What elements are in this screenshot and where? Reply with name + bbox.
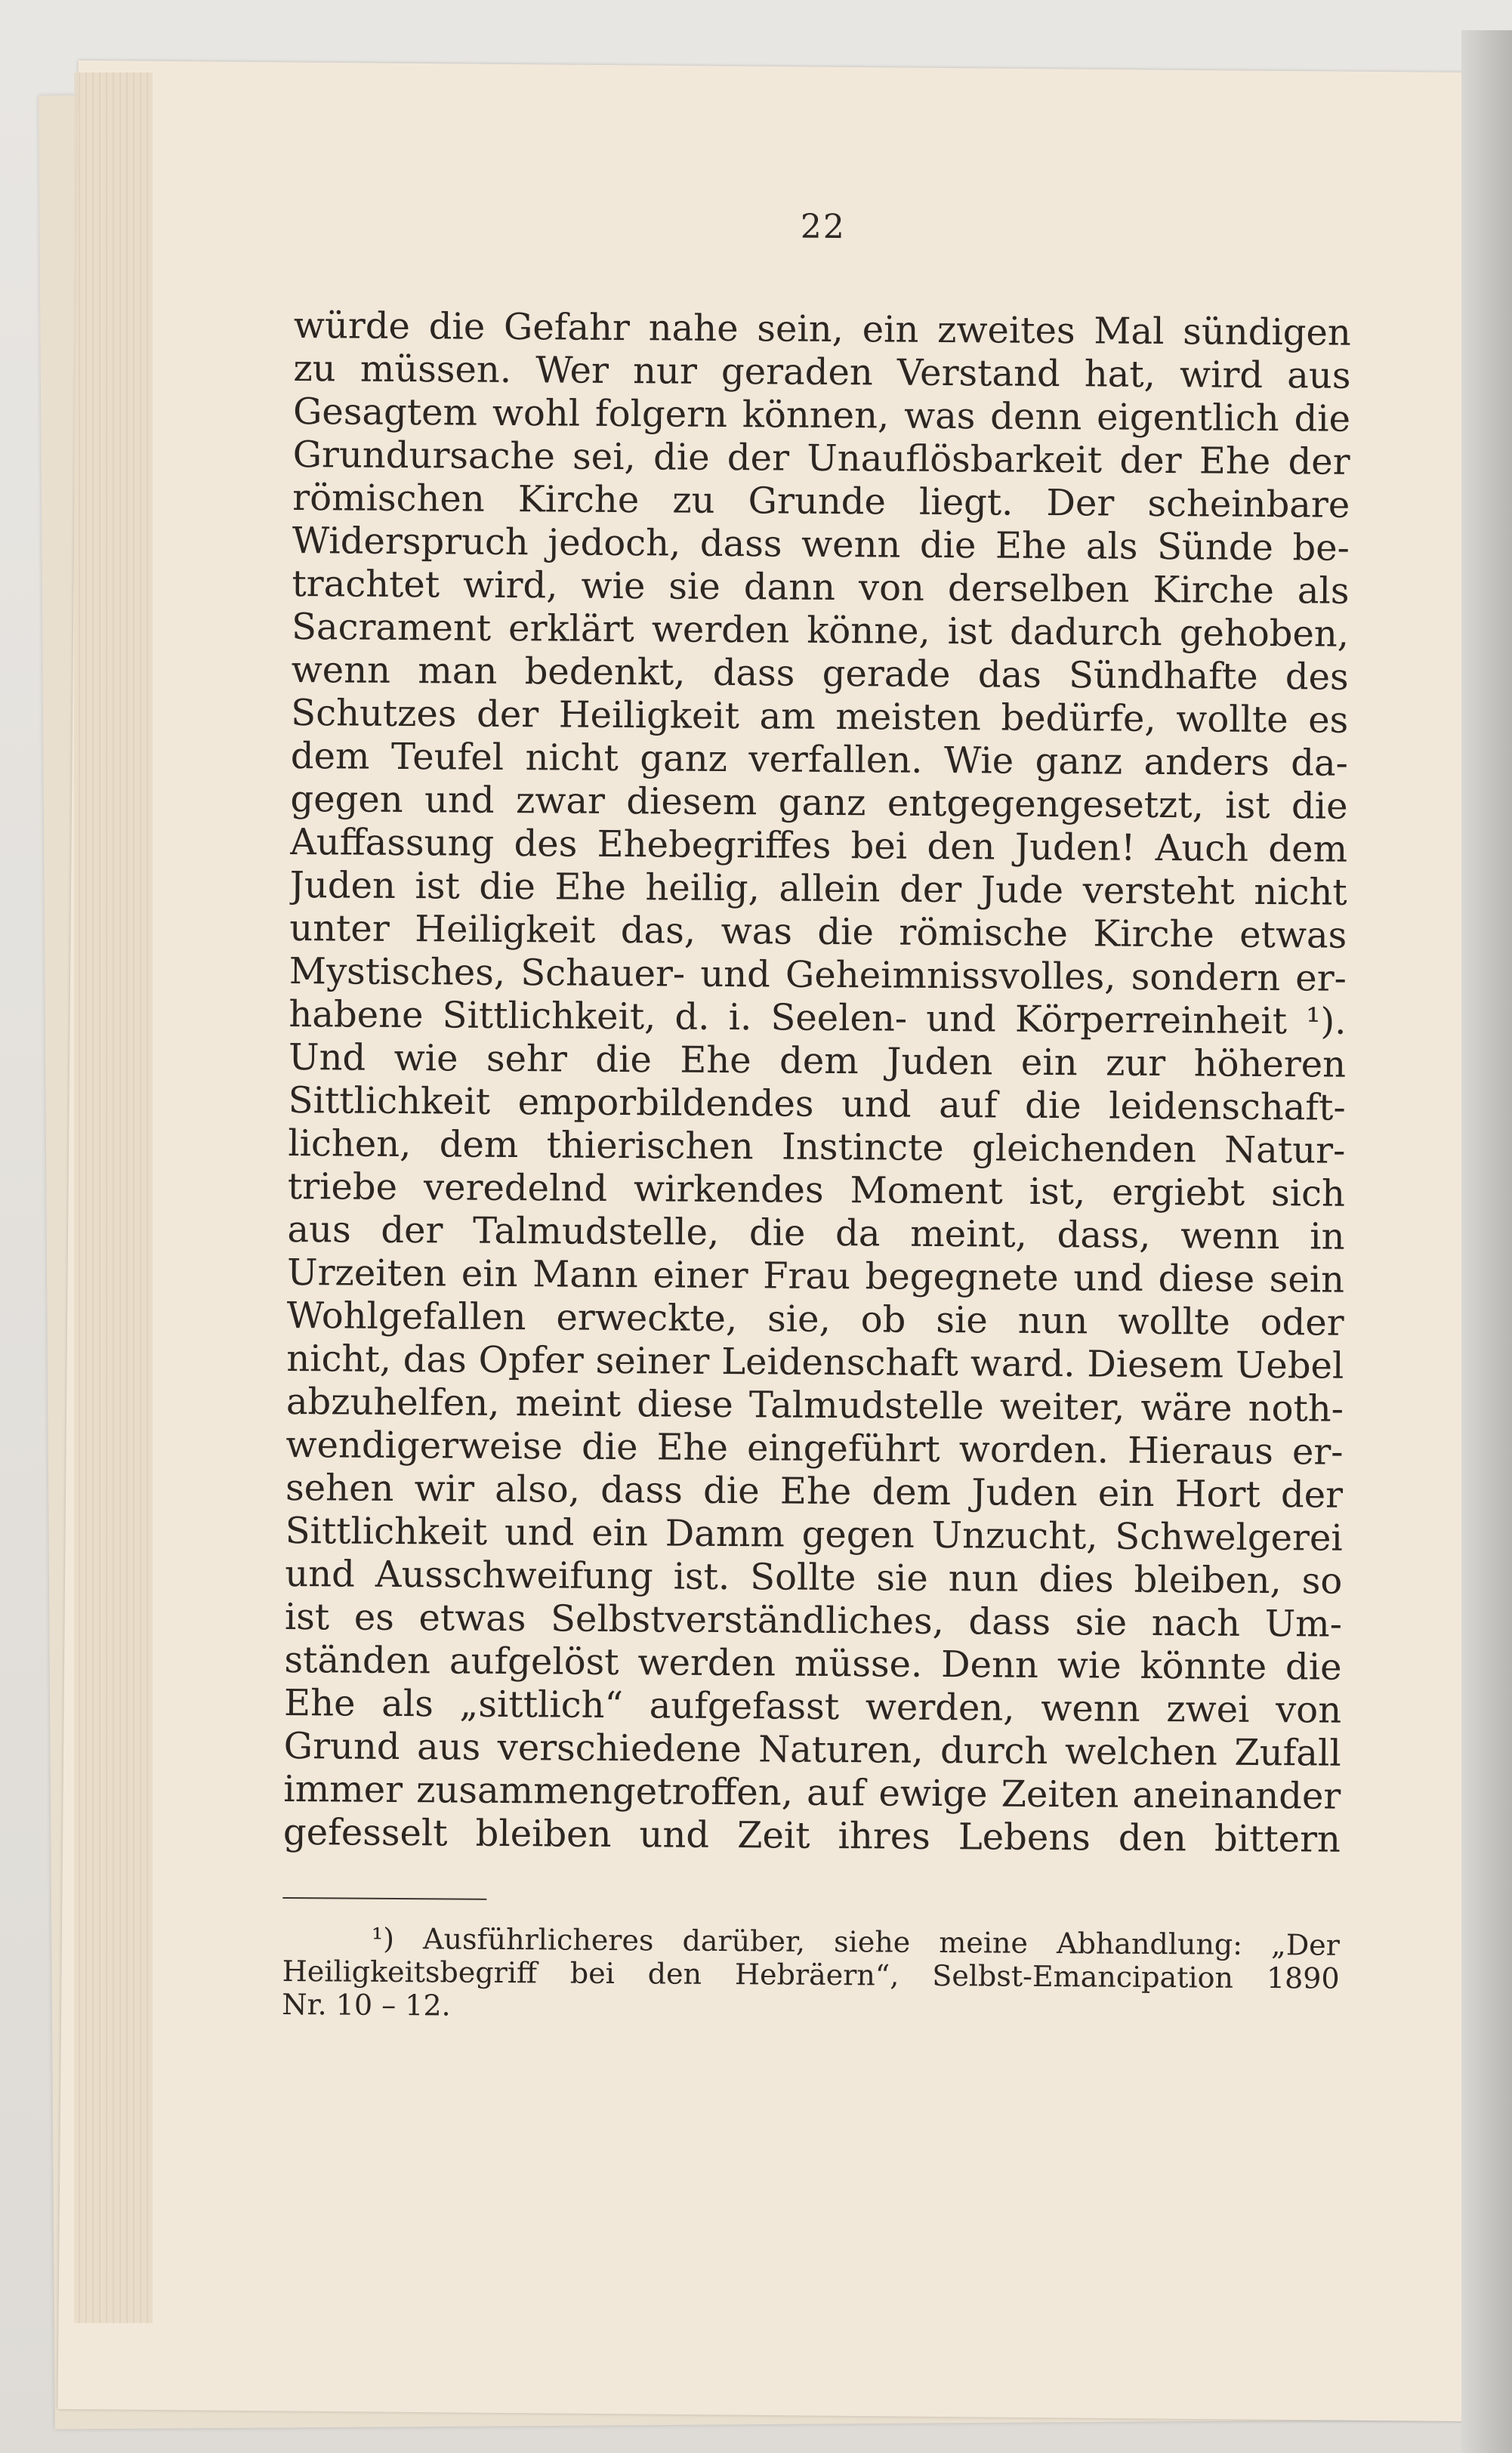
text-line: gefesselt bleiben und Zeit ihres Lebens den bittern <box>282 1810 1341 1861</box>
text-line: Wohlgefallen erweckte, sie, ob sie nun wollte oder <box>286 1294 1344 1344</box>
page-number: 22 <box>800 207 846 247</box>
footnote-divider <box>282 1897 486 1900</box>
text-line: wendigerweise die Ehe eingeführt worden. Hieraus er- <box>285 1423 1344 1473</box>
text-line: gegen und zwar diesem ganz entgegengesetzt, ist die <box>290 777 1348 828</box>
text-line: Auffassung des Ehebegriffes bei den Juden! Auch dem <box>289 820 1348 871</box>
text-line: wenn man bedenkt, dass gerade das Sündhafte des <box>291 648 1349 699</box>
text-line: aus der Talmudstelle, die da meint, dass, wenn in <box>287 1208 1345 1258</box>
text-line: nicht, das Opfer seiner Leidenschaft ward. Diesem Uebel <box>286 1337 1344 1387</box>
text-line: sehen wir also, dass die Ehe dem Juden ein Hort der <box>285 1466 1344 1517</box>
text-line: Urzeiten ein Mann einer Frau begegnete und diese sein <box>286 1251 1345 1301</box>
text-line: unter Heiligkeit das, was die römische Kirche etwas <box>289 906 1347 957</box>
text-line: Sittlichkeit emporbildendes und auf die leidenschaft- <box>288 1078 1346 1129</box>
binding-shadow <box>1461 30 1512 2453</box>
text-line: würde die Gefahr nahe sein, ein zweites Mal sündigen <box>293 304 1352 354</box>
text-line: Juden ist die Ehe heilig, allein der Jude versteht nicht <box>289 863 1347 914</box>
text-line: Grundursache sei, die der Unauflösbarkeit der Ehe der <box>292 433 1350 483</box>
text-line: abzuhelfen, meint diese Talmudstelle weiter, wäre noth- <box>285 1380 1344 1430</box>
text-line: ist es etwas Selbstverständliches, dass sie nach Um- <box>284 1595 1343 1646</box>
body-text <box>283 304 1351 1862</box>
footnote-line: Heiligkeitsbegriff bei den Hebräern“, Selbst-Emancipation 1890 <box>282 1954 1340 1995</box>
footnote-line: Nr. 10 – 12. <box>282 1987 451 2023</box>
text-line: dem Teufel nicht ganz verfallen. Wie ganz anders da- <box>290 734 1349 785</box>
text-line: römischen Kirche zu Grunde liegt. Der scheinbare <box>292 476 1350 526</box>
text-line: Gesagtem wohl folgern können, was denn eigentlich die <box>292 390 1351 440</box>
text-line: habene Sittlichkeit, d. i. Seelen- und Körperreinheit ¹). <box>289 992 1347 1043</box>
text-line: lichen, dem thierischen Instincte gleichenden Natur- <box>288 1122 1346 1172</box>
text-line: Ehe als „sittlich“ aufgefasst werden, wenn zwei von <box>283 1681 1342 1732</box>
text-line: und Ausschweifung ist. Sollte sie nun dies bleiben, so <box>285 1552 1343 1603</box>
text-line: triebe veredelnd wirkendes Moment ist, ergiebt sich <box>287 1165 1346 1215</box>
text-line: Sacrament erklärt werden könne, ist dadurch gehoben, <box>291 605 1350 656</box>
text-line: immer zusammengetroffen, auf ewige Zeiten aneinander <box>283 1767 1341 1818</box>
footnote <box>282 1921 1340 2029</box>
book-page-edges <box>74 73 153 2323</box>
page-text-block <box>282 204 1352 2029</box>
text-line: Mystisches, Schauer- und Geheimnissvolles, sondern er- <box>289 949 1347 1000</box>
text-line: trachtet wird, wie sie dann von derselben Kirche als <box>292 562 1350 612</box>
footnote-line: ¹) Ausführlicheres darüber, siehe meine Abhandlung: „Der <box>371 1921 1341 1962</box>
text-line: ständen aufgelöst werden müsse. Denn wie könnte die <box>284 1638 1342 1689</box>
text-line: zu müssen. Wer nur geraden Verstand hat, wird aus <box>293 347 1351 397</box>
text-line: Schutzes der Heiligkeit am meisten bedürfe, wollte es <box>291 691 1349 742</box>
text-line: Widerspruch jedoch, dass wenn die Ehe als Sünde be- <box>292 519 1350 569</box>
text-line: Grund aus verschiedene Naturen, durch welchen Zufall <box>283 1724 1341 1775</box>
text-line: Und wie sehr die Ehe dem Juden ein zur höheren <box>288 1035 1347 1086</box>
text-line: Sittlichkeit und ein Damm gegen Unzucht, Schwelgerei <box>285 1509 1343 1560</box>
